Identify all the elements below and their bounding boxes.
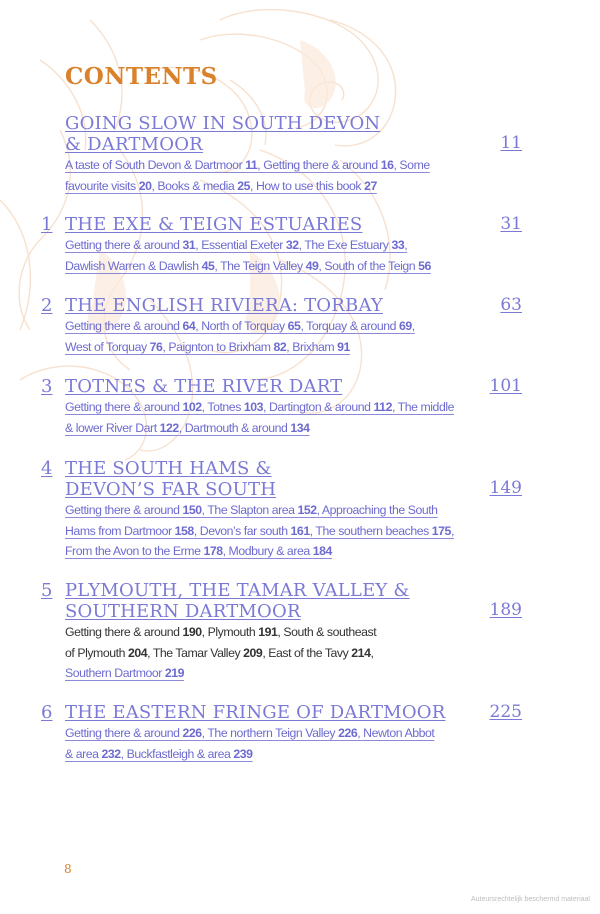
chapter-title[interactable]: [65, 214, 465, 235]
entry-text: , Getting there & around: [257, 158, 381, 172]
entry-page-number: 102: [182, 400, 202, 414]
entry-line[interactable]: [65, 155, 465, 176]
entry-line[interactable]: [65, 176, 465, 197]
chapter-number: 4: [41, 458, 53, 479]
chapter-title[interactable]: [65, 702, 465, 723]
entry-line[interactable]: [65, 723, 465, 744]
entry-text: Getting there & around: [65, 503, 183, 517]
entry-line[interactable]: [65, 541, 465, 562]
entry-text: , Totnes: [201, 400, 244, 414]
toc-intro-page[interactable]: 11: [500, 133, 522, 153]
chapter-title-line: THE EXE & TEIGN ESTUARIES: [65, 214, 363, 235]
entry-text: , Dartington & around: [263, 400, 374, 414]
contents-heading: CONTENTS: [65, 63, 218, 90]
entry-text: , Paignton to Brixham: [162, 339, 274, 354]
entry-page-number: 161: [290, 523, 310, 538]
entry-text: ,: [404, 238, 408, 252]
chapter-entries[interactable]: [65, 500, 465, 562]
chapter-title-line: THE EASTERN FRINGE OF DARTMOOR: [65, 702, 446, 723]
chapter-title-line: SOUTHERN DARTMOOR: [65, 601, 301, 622]
entry-page-number: 32: [285, 238, 299, 252]
entry-page-number: 91: [337, 339, 350, 354]
entry-page-number: 150: [182, 503, 202, 517]
chapter-page[interactable]: 101: [489, 376, 522, 396]
entry-line[interactable]: [65, 521, 465, 542]
entry-text: Getting there & around: [65, 400, 183, 414]
entry-text: favourite visits: [65, 178, 139, 193]
entry-page-number: 239: [233, 746, 253, 761]
entry-page-number: 158: [174, 523, 194, 538]
entry-page-number: 191: [258, 625, 278, 639]
entry-text: From the Avon to the Erme: [65, 544, 204, 558]
entry-page-number: 232: [101, 746, 121, 761]
entry-text: Getting there & around: [65, 319, 183, 333]
entry-line[interactable]: [65, 622, 465, 643]
entry-page-number: 112: [373, 400, 392, 414]
entry-page-number: 64: [182, 319, 196, 333]
chapter-title-line: TOTNES & THE RIVER DART: [65, 376, 343, 397]
entry-text: ,: [411, 319, 415, 333]
entry-text: , North of Torquay: [195, 319, 288, 333]
chapter-entries[interactable]: [65, 622, 465, 684]
entry-page-number: 31: [182, 238, 196, 252]
chapter-number: 2: [41, 295, 53, 316]
entry-page-number: 226: [338, 726, 358, 740]
entry-page-number: 69: [399, 319, 412, 333]
chapter-title[interactable]: [65, 295, 465, 316]
entry-page-number: 11: [245, 158, 258, 172]
chapter-page[interactable]: 31: [500, 214, 522, 234]
entry-line[interactable]: [65, 418, 465, 439]
entry-page-number: 204: [127, 645, 148, 660]
entry-page-number: 82: [273, 339, 287, 354]
entry-page-number: 190: [182, 625, 202, 639]
entry-line[interactable]: [65, 256, 465, 277]
chapter-title[interactable]: [65, 580, 465, 622]
chapter-page[interactable]: 63: [500, 295, 522, 315]
entry-text: Southern Dartmoor: [65, 666, 165, 680]
toc-intro-entries[interactable]: [65, 155, 465, 196]
entry-text: , South of the Teign: [318, 258, 419, 273]
chapter-number: 3: [41, 376, 53, 397]
entry-page-number: 226: [182, 726, 202, 740]
chapter-entries[interactable]: [65, 316, 465, 357]
entry-page-number: 219: [164, 666, 185, 680]
chapter-number: 6: [41, 702, 53, 723]
entry-page-number: 25: [237, 178, 251, 193]
entry-line[interactable]: [65, 316, 465, 337]
chapter-entries[interactable]: [65, 235, 465, 276]
entry-line[interactable]: [65, 397, 465, 418]
entry-text: , Some: [393, 158, 430, 172]
entry-text: West of Torquay: [65, 339, 150, 354]
entry-page-number: 134: [290, 420, 310, 435]
entry-text: Getting there & around: [65, 726, 183, 740]
entry-text: , Plymouth: [201, 625, 259, 639]
chapter-entries[interactable]: [65, 723, 465, 764]
entry-page-number: 33: [391, 238, 405, 252]
chapter-page[interactable]: 225: [489, 702, 522, 722]
entry-line[interactable]: [65, 663, 465, 684]
entry-page-number: 103: [243, 400, 264, 414]
chapter-title-line: THE ENGLISH RIVIERA: TORBAY: [65, 295, 383, 316]
entry-page-number: 152: [297, 503, 317, 517]
chapter-entries[interactable]: [65, 397, 465, 438]
entry-page-number: 49: [305, 258, 319, 273]
entry-text: , The southern beaches: [309, 523, 432, 538]
entry-text: Getting there & around: [65, 238, 183, 252]
entry-text: of Plymouth: [65, 645, 128, 660]
page-number: 8: [64, 862, 72, 876]
entry-page-number: 56: [418, 258, 431, 273]
entry-text: , The Tamar Valley: [147, 645, 244, 660]
entry-text: , Torquay & around: [300, 319, 399, 333]
entry-text: , The Slapton area: [201, 503, 298, 517]
chapter-title-line: THE SOUTH HAMS &: [65, 458, 272, 479]
entry-line[interactable]: [65, 500, 465, 521]
entry-text: Dawlish Warren & Dawlish: [65, 258, 202, 273]
entry-line[interactable]: [65, 643, 465, 664]
chapter-title-line: PLYMOUTH, THE TAMAR VALLEY &: [65, 580, 410, 601]
entry-text: ,: [450, 523, 454, 538]
entry-page-number: 45: [201, 258, 215, 273]
entry-page-number: 16: [380, 158, 394, 172]
chapter-number: 1: [41, 214, 53, 235]
chapter-title[interactable]: [65, 458, 465, 500]
entry-page-number: 214: [351, 645, 371, 660]
entry-line[interactable]: [65, 337, 465, 358]
chapter-title-line: DEVON’S FAR SOUTH: [65, 479, 277, 500]
entry-text: , South & southeast: [277, 625, 377, 639]
entry-text: & area: [65, 746, 102, 761]
entry-text: Hams from Dartmoor: [65, 523, 175, 538]
entry-page-number: 122: [159, 420, 179, 435]
chapter-number: 5: [41, 580, 53, 601]
entry-text: , Brixham: [286, 339, 338, 354]
entry-text: ,: [370, 645, 374, 660]
entry-text: , The northern Teign Valley: [201, 726, 339, 740]
entry-text: & lower River Dart: [65, 420, 160, 435]
entry-page-number: 209: [243, 645, 263, 660]
entry-text: , Newton Abbot: [357, 726, 435, 740]
entry-text: , The Teign Valley: [214, 258, 306, 273]
entry-text: , Books & media: [151, 178, 238, 193]
entry-line[interactable]: [65, 744, 465, 765]
entry-page-number: 184: [312, 544, 332, 558]
entry-page-number: 20: [138, 178, 152, 193]
entry-text: , Dartmouth & around: [178, 420, 291, 435]
chapter-page[interactable]: 189: [489, 600, 522, 620]
entry-text: , East of the Tavy: [262, 645, 352, 660]
copyright-watermark: Auteursrechtelijk beschermd materiaal: [470, 896, 590, 903]
entry-page-number: 178: [203, 544, 223, 558]
entry-text: , The Exe Estuary: [298, 238, 392, 252]
chapter-title[interactable]: [65, 376, 465, 397]
entry-line[interactable]: [65, 235, 465, 256]
entry-text: , Approaching the South: [316, 503, 438, 517]
toc-intro-title-line: GOING SLOW IN SOUTH DEVON: [65, 113, 381, 134]
entry-page-number: 76: [149, 339, 163, 354]
toc-intro-title-line: & DARTMOOR: [65, 134, 203, 155]
entry-page-number: 27: [364, 178, 377, 193]
entry-text: , The middle: [391, 400, 455, 414]
entry-page-number: 65: [287, 319, 301, 333]
chapter-page[interactable]: 149: [489, 478, 522, 498]
entry-page-number: 175: [431, 523, 451, 538]
entry-text: , Buckfastleigh & area: [120, 746, 234, 761]
entry-text: Getting there & around: [65, 625, 183, 639]
entry-text: , How to use this book: [250, 178, 365, 193]
entry-text: , Modbury & area: [222, 544, 313, 558]
toc-intro-title[interactable]: [65, 113, 465, 155]
entry-text: , Devon’s far south: [193, 523, 291, 538]
entry-text: , Essential Exeter: [195, 238, 286, 252]
entry-text: A taste of South Devon & Dartmoor: [65, 158, 246, 172]
